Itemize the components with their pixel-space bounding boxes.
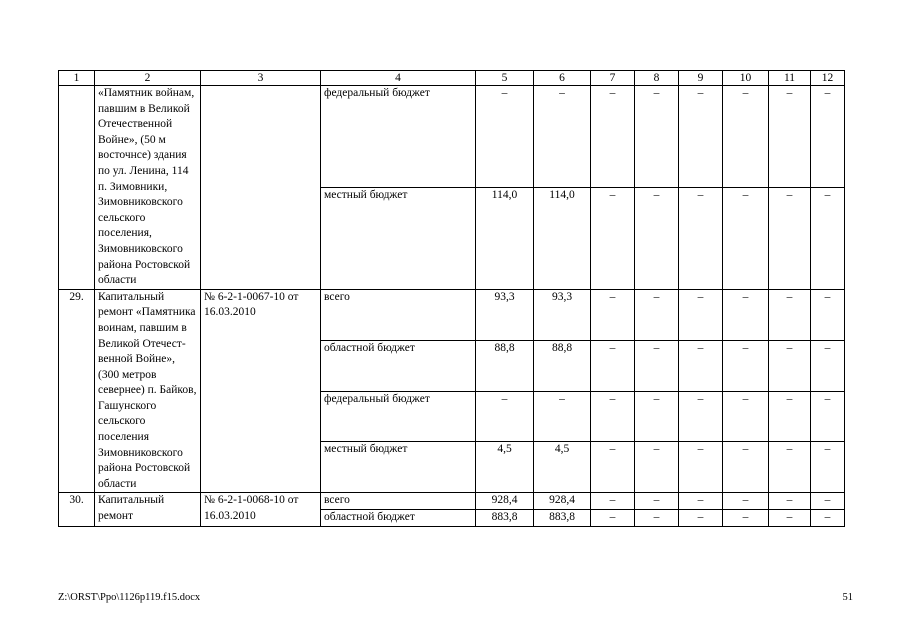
value-col12: – [811,289,845,340]
value-col11: – [769,86,811,188]
value-col9: – [679,493,723,510]
value-col6: 88,8 [534,340,591,391]
object-name: «Памятник войнам, павшим в Великой Отечественной Войне», (50 м восточнсе) здания по ул. Ленина, 114 п. Зимовники, Зимовниковского сельского поселения, Зимовниковского района Ростовской области [95,86,201,290]
value-col5: 928,4 [476,493,534,510]
value-col8: – [635,442,679,493]
value-col11: – [769,391,811,442]
header-cell: 9 [679,71,723,86]
value-col9: – [679,86,723,188]
value-col11: – [769,442,811,493]
value-col10: – [723,493,769,510]
value-col6: 93,3 [534,289,591,340]
value-col7: – [591,493,635,510]
value-col12: – [811,187,845,289]
value-col11: – [769,187,811,289]
value-col8: – [635,510,679,527]
footer-file-path: Z:\ORST\Ppo\1126p119.f15.docx [58,592,201,603]
value-col9: – [679,187,723,289]
value-col12: – [811,510,845,527]
header-cell: 11 [769,71,811,86]
value-col9: – [679,289,723,340]
funding-source: областной бюджет [321,340,476,391]
funding-source: всего [321,289,476,340]
value-col5: 883,8 [476,510,534,527]
value-col8: – [635,289,679,340]
object-name: Капитальный ремонт [95,493,201,526]
value-col11: – [769,289,811,340]
funding-source: областной бюджет [321,510,476,527]
value-col12: – [811,86,845,188]
document-ref: № 6-2-1-0068-10 от 16.03.2010 [201,493,321,526]
header-cell: 7 [591,71,635,86]
value-col7: – [591,442,635,493]
value-col6: 883,8 [534,510,591,527]
document-ref: № 6-2-1-0067-10 от 16.03.2010 [201,289,321,493]
value-col11: – [769,493,811,510]
value-col7: – [591,86,635,188]
value-col10: – [723,289,769,340]
value-col12: – [811,493,845,510]
funding-source: местный бюджет [321,187,476,289]
value-col5: 114,0 [476,187,534,289]
funding-source: федеральный бюджет [321,391,476,442]
value-col5: 88,8 [476,340,534,391]
funding-source: местный бюджет [321,442,476,493]
header-cell: 4 [321,71,476,86]
budget-table [58,70,845,527]
value-col5: – [476,86,534,188]
entry-number [59,86,95,290]
table-body [59,71,845,527]
object-name: Капитальный ремонт «Памятника воинам, павшим в Великой Отечест-венной Войне», (300 метров севернее) п. Байков, Гашунского сельского поселения Зимовниковского района Ростовской области [95,289,201,493]
entry-number: 30. [59,493,95,526]
value-col5: 93,3 [476,289,534,340]
value-col5: 4,5 [476,442,534,493]
value-col8: – [635,340,679,391]
header-cell: 2 [95,71,201,86]
value-col10: – [723,391,769,442]
value-col12: – [811,391,845,442]
table-row [59,493,845,510]
table-row [59,86,845,188]
value-col7: – [591,187,635,289]
value-col6: – [534,86,591,188]
value-col7: – [591,289,635,340]
document-ref [201,86,321,290]
value-col10: – [723,442,769,493]
value-col8: – [635,187,679,289]
value-col9: – [679,442,723,493]
header-cell: 3 [201,71,321,86]
value-col9: – [679,340,723,391]
value-col6: 114,0 [534,187,591,289]
header-cell: 8 [635,71,679,86]
entry-number: 29. [59,289,95,493]
value-col9: – [679,391,723,442]
header-row [59,71,845,86]
value-col7: – [591,340,635,391]
value-col12: – [811,340,845,391]
value-col10: – [723,187,769,289]
header-cell: 10 [723,71,769,86]
value-col10: – [723,340,769,391]
value-col8: – [635,493,679,510]
value-col11: – [769,340,811,391]
value-col7: – [591,510,635,527]
table-row [59,289,845,340]
footer-page-number: 51 [842,592,853,603]
header-cell: 1 [59,71,95,86]
header-cell: 12 [811,71,845,86]
value-col7: – [591,391,635,442]
value-col10: – [723,86,769,188]
value-col6: – [534,391,591,442]
value-col12: – [811,442,845,493]
value-col6: 4,5 [534,442,591,493]
value-col6: 928,4 [534,493,591,510]
funding-source: всего [321,493,476,510]
value-col11: – [769,510,811,527]
value-col5: – [476,391,534,442]
value-col8: – [635,86,679,188]
value-col9: – [679,510,723,527]
header-cell: 5 [476,71,534,86]
header-cell: 6 [534,71,591,86]
value-col10: – [723,510,769,527]
funding-source: федеральный бюджет [321,86,476,188]
value-col8: – [635,391,679,442]
